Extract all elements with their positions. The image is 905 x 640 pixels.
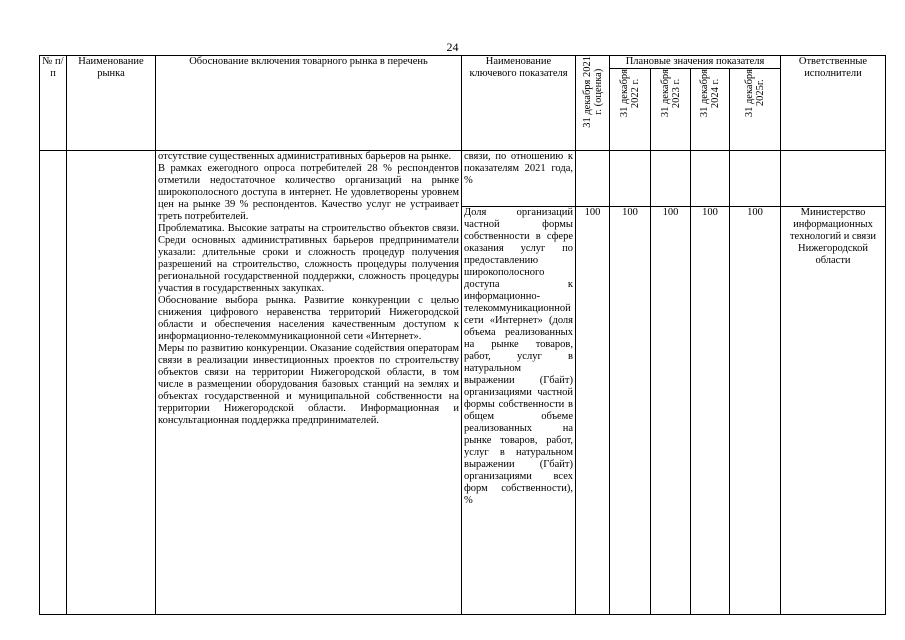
header-2022: 31 декабря 2022 г.: [619, 69, 641, 118]
header-2021: 31 декабря 2021 г. (оценка): [581, 56, 604, 128]
header-key-indicator: Наименование ключевого показателя: [462, 56, 576, 151]
header-responsible: Ответственные исполнители: [781, 56, 886, 151]
header-market-name: Наименование рынка: [67, 56, 156, 151]
cell-indicator-prev: связи, по отношению к показателям 2021 года, %: [462, 151, 576, 207]
cell-value-2023: 100: [651, 207, 691, 615]
cell-justification: [156, 151, 462, 615]
page-number: 24: [446, 40, 459, 54]
competition-market-table: [39, 55, 886, 615]
header-number: № п/п: [40, 56, 67, 151]
header-2021-cell: [576, 56, 610, 151]
header-row-1: [40, 56, 886, 69]
cell-value-2022: 100: [610, 207, 651, 615]
header-2025: 31 декабря 2025г.: [744, 69, 766, 118]
cell-number: [40, 151, 67, 615]
header-2024-cell: [691, 69, 730, 151]
header-2025-cell: [730, 69, 781, 151]
cell-prev-2024: [691, 151, 730, 207]
justification-paragraph: Обоснование выбора рынка. Развитие конкуренции с целью снижения цифрового неравенства территорий Нижегородской области и обеспечения населения качественным доступом к информационно-телекоммуникационной сети «Интернет».: [158, 295, 459, 342]
cell-prev-2025: [730, 151, 781, 207]
header-2023-cell: [651, 69, 691, 151]
cell-value-2024: 100: [691, 207, 730, 615]
header-2023: 31 декабря 2023 г.: [659, 69, 682, 118]
cell-prev-2021: [576, 151, 610, 207]
cell-prev-2023: [651, 151, 691, 207]
cell-responsible: Министерство информационных технологий и связи Нижегородской области: [781, 207, 886, 615]
cell-prev-2022: [610, 151, 651, 207]
justification-paragraph: В рамках ежегодного опроса потребителей 28 % респондентов отметили недостаточное количество организаций на рынке широкополосного доступа в интернет. Не удовлетворены уровнем цен на рынке 39 % респондентов. Качество услуг не устраивает треть потребителей.: [158, 163, 459, 222]
cell-value-2025: 100: [730, 207, 781, 615]
header-justification: Обоснование включения товарного рынка в перечень: [156, 56, 462, 151]
cell-value-2021: 100: [576, 207, 610, 615]
cell-indicator: Доля организаций частной формы собственности в сфере оказания услуг по предоставлению широкополосного доступа к информационно-телекоммуникационной сети «Интернет» (доля объема реализованных на рынке товаров, работ, услуг в натуральном выражении (Гбайт) организациями частной формы собственности в общем объеме реализованных на рынке товаров, работ, услуг в натуральном выражении (Гбайт) организациями всех форм собственности), %: [462, 207, 576, 615]
header-planned-values: Плановые значения показателя: [610, 56, 781, 69]
justification-paragraph: Меры по развитию конкуренции. Оказание содействия операторам связи в реализации инвестиционных проектов по строительству объектов связи на территории Нижегородской области, в том числе в размещении оборудования базовых станций на землях и объектах государственной и муниципальной собственности на территории Нижегородской области. Информационная и консультационная поддержка предпринимателей.: [158, 343, 459, 426]
header-2022-cell: [610, 69, 651, 151]
cell-market-name: [67, 151, 156, 615]
cell-prev-responsible: [781, 151, 886, 207]
justification-paragraph: Проблематика. Высокие затраты на строительство объектов связи. Среди основных административных барьеров предприниматели указали: длительные сроки и сложность процедур получения разрешений на строительство, сложность процедуры получения региональной государственной поддержки, сложность процедуры участия в государственных закупках.: [158, 223, 459, 294]
header-2024: 31 декабря 2024 г.: [699, 69, 721, 118]
justification-paragraph: отсутствие существенных административных барьеров на рынке.: [158, 151, 452, 162]
table-row: [40, 151, 886, 207]
